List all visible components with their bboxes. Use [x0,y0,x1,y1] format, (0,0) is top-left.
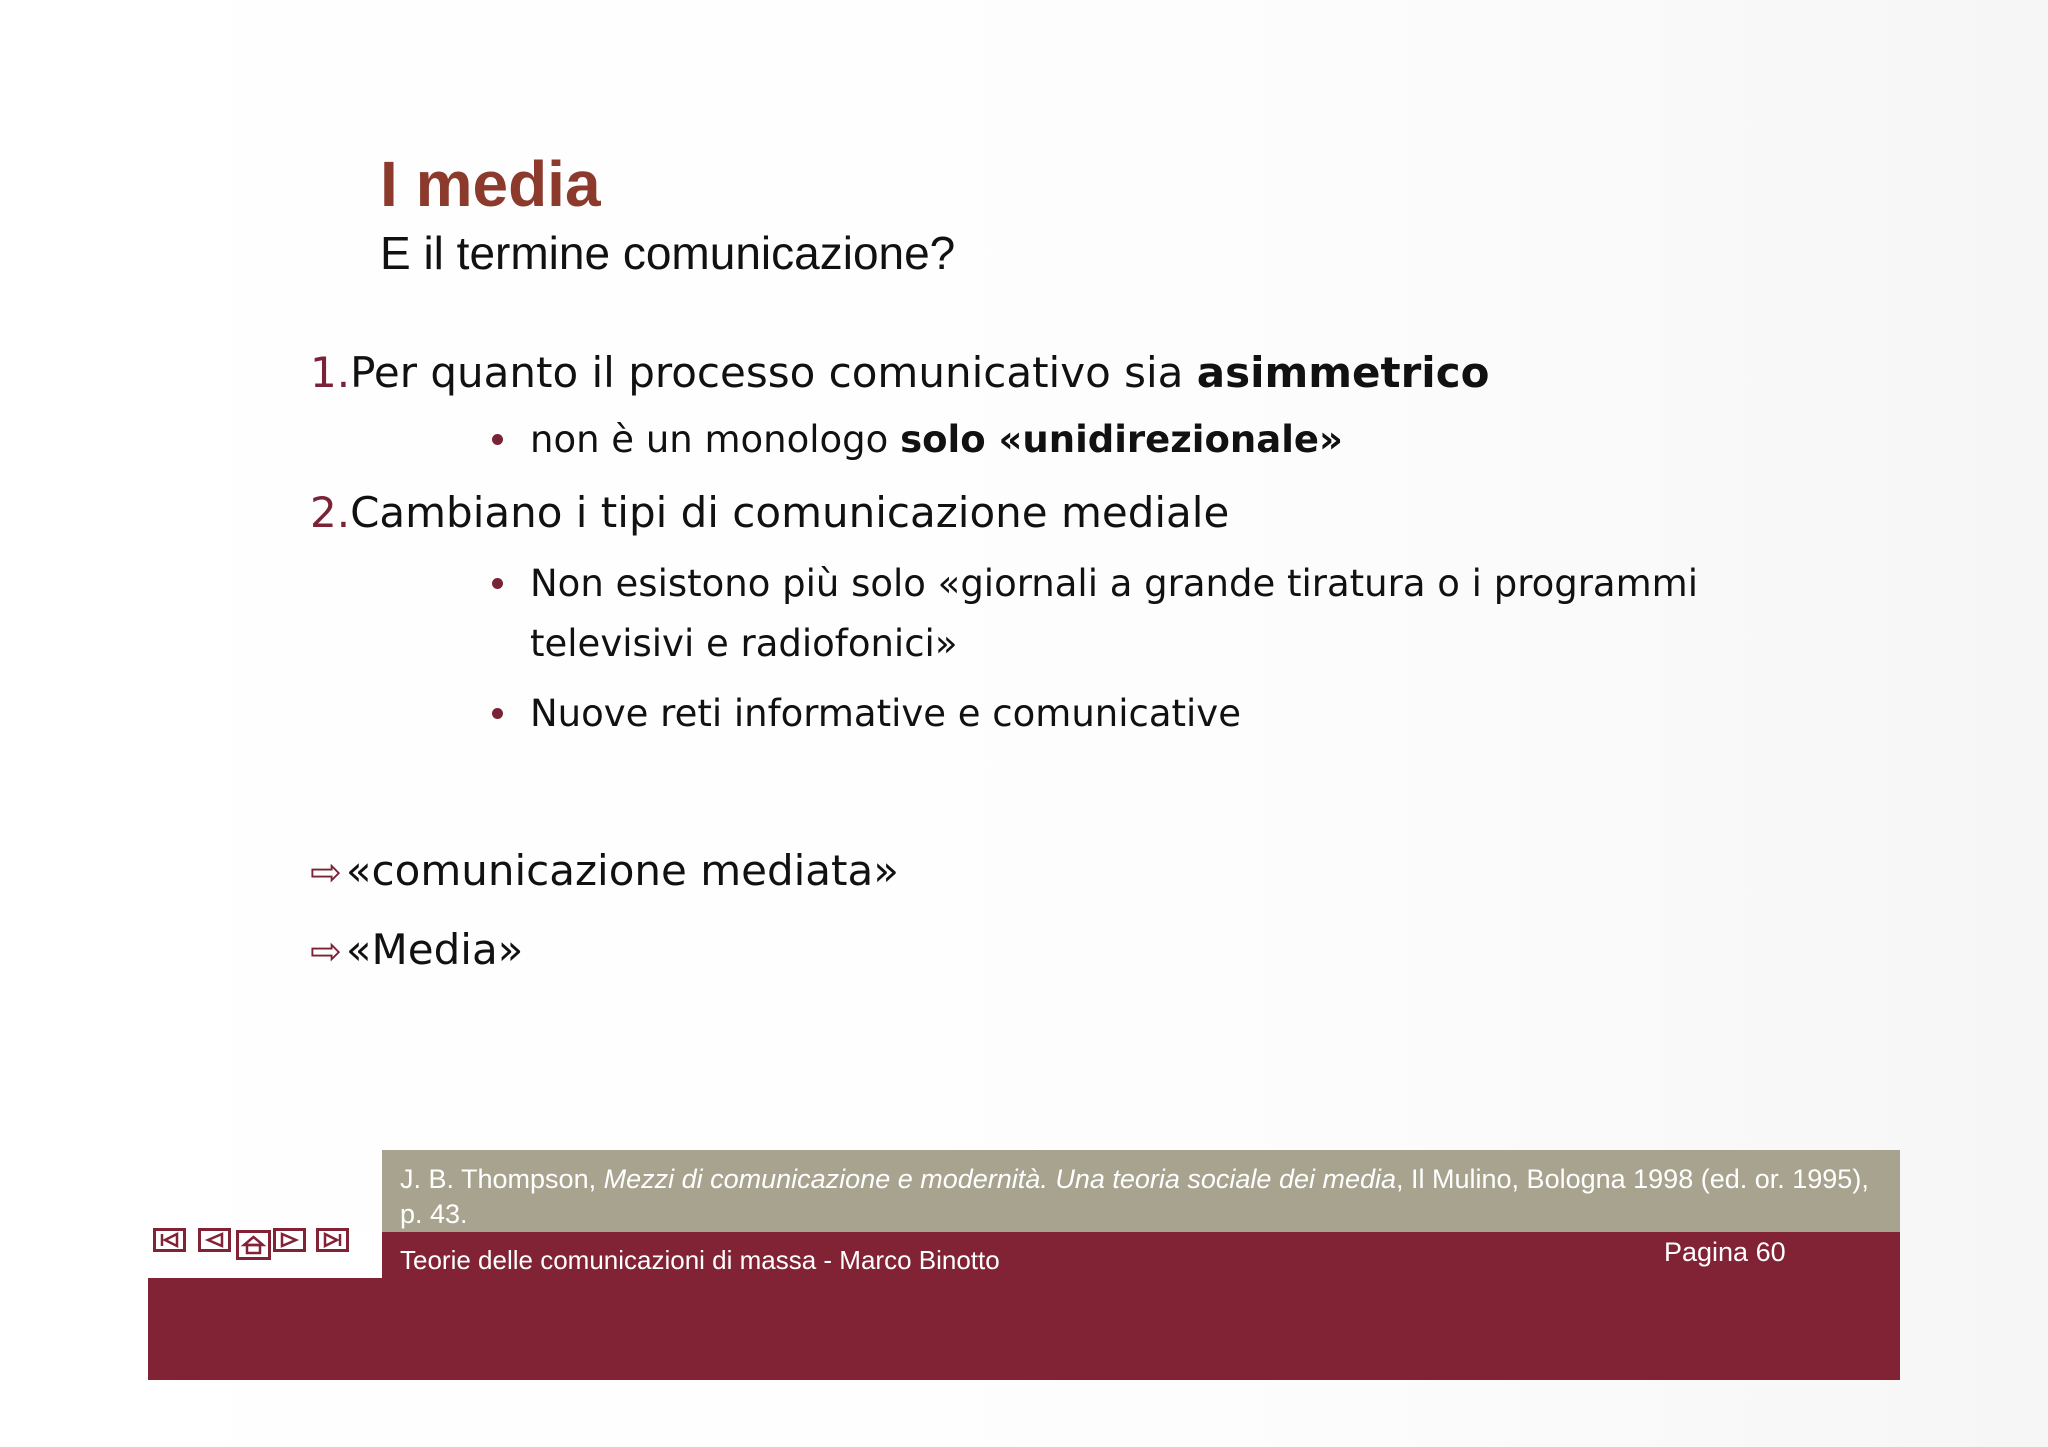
footer-band [148,1278,1900,1380]
slide-content [310,340,1810,754]
conclusion-text: «Media» [345,925,524,974]
conclusion-item [310,846,899,895]
first-page-icon[interactable] [153,1228,186,1252]
next-page-icon[interactable] [273,1228,306,1252]
last-page-icon[interactable] [316,1228,349,1252]
reference-text [400,1162,1880,1232]
bullet-list [310,410,1810,470]
bullet-text: Non esistono più solo «giornali a grande tiratura o i programmi televisivi e radiofonici» [530,562,1698,665]
previous-page-icon[interactable] [198,1228,231,1252]
slide-subtitle: E il termine comunicazione? [380,227,956,279]
bullet-list [310,554,1810,744]
page-number: Pagina 60 [1664,1237,1786,1267]
bullet-icon [492,708,503,719]
home-icon[interactable] [236,1230,271,1260]
reference-work: Mezzi di comunicazione e modernità. Una teoria sociale dei media [603,1164,1397,1194]
list-item [310,684,1810,744]
reference-box [382,1150,1900,1232]
item-bold-text: asimmetrico [1196,348,1490,397]
bullet-text: non è un monologo [530,418,901,461]
reference-author: J. B. Thompson, [400,1164,604,1194]
arrow-right-icon: ⇨ [310,929,342,973]
bullet-text: Nuove reti informative e comunicative [530,692,1241,735]
conclusion-item [310,925,523,974]
bullet-icon [492,434,503,445]
numbered-item-1 [310,340,1810,406]
slide-title: I media [380,148,601,220]
arrow-right-icon: ⇨ [310,850,342,894]
reference-details: , Il Mulino, Bologna 1998 (ed. or. 1995), p. 43. [400,1164,1869,1229]
conclusion-text: «comunicazione mediata» [345,846,899,895]
item-text: Per quanto il processo comunicativo sia [350,348,1197,397]
item-text: Cambiano i tipi di comunicazione mediale [350,488,1230,537]
list-item [310,410,1810,470]
numbered-item-2 [310,480,1810,546]
bullet-icon [492,578,503,589]
list-item [310,554,1810,674]
item-number: 1. [310,348,351,397]
bullet-bold-text: solo «unidirezionale» [900,418,1343,461]
footer-course-title: Teorie delle comunicazioni di massa - Marco Binotto [400,1245,1000,1275]
item-number: 2. [310,488,351,537]
